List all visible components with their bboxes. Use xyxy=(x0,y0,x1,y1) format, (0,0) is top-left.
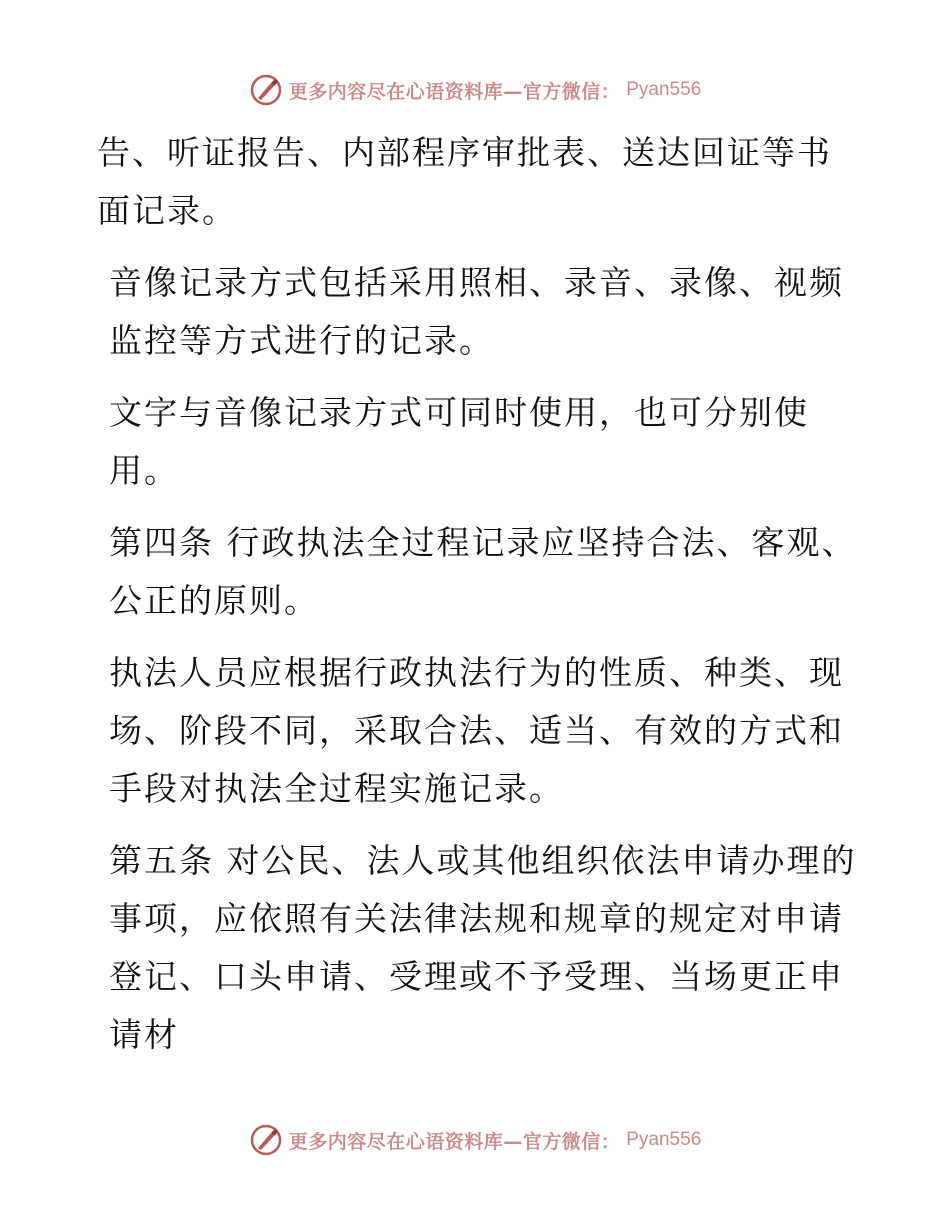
watermark-header xyxy=(0,70,950,110)
paragraph-6-article-five: 第五条 对公民、法人或其他组织依法申请办理的事项，应依照有关法律法规和规章的规定对申请登记、口头申请、受理或不予受理、当场更正申请材 xyxy=(109,841,857,1054)
document-body xyxy=(97,124,857,1078)
paragraph-1: 告、听证报告、内部程序审批表、送达回证等书面记录。 xyxy=(97,133,832,230)
paragraph-2: 音像记录方式包括采用照相、录音、录像、视频监控等方式进行的记录。 xyxy=(109,263,844,360)
watermark-wechat-id: Pyan556 xyxy=(626,79,702,100)
paragraph-5: 执法人员应根据行政执法行为的性质、种类、现场、阶段不同，采取合法、适当、有效的方式和手段对执法全过程实施记录。 xyxy=(109,653,844,808)
watermark-footer xyxy=(0,1120,950,1160)
pen-seal-icon xyxy=(249,1123,283,1157)
paragraph-4-article-four: 第四条 行政执法全过程记录应坚持合法、客观、公正的原则。 xyxy=(109,523,857,620)
watermark-text: 更多内容尽在心语资料库—官方微信： xyxy=(288,80,621,103)
paragraph-3: 文字与音像记录方式可同时使用，也可分别使用。 xyxy=(109,393,809,490)
watermark-text: 更多内容尽在心语资料库—官方微信： xyxy=(288,1130,621,1153)
watermark-wechat-id: Pyan556 xyxy=(626,1129,702,1150)
pen-seal-icon xyxy=(249,73,283,107)
